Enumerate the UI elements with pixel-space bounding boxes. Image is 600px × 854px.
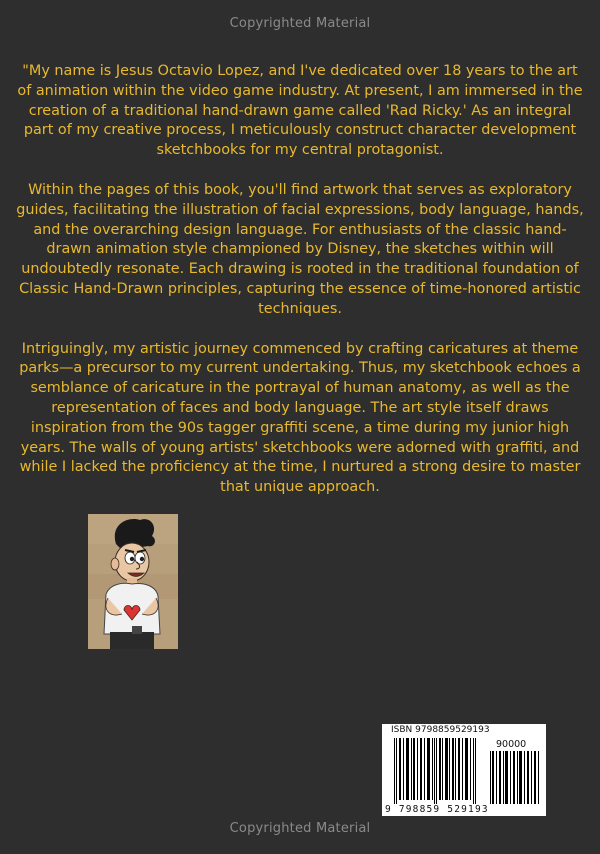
blurb-paragraph-2: Within the pages of this book, you'll find artwork that serves as exploratory guides, facilitating the illustration of facial expressions, body language, hands, and the overarching design language. For enthusiasts of the classic hand-drawn animation style championed by Disney, the sketches within will undoubtedly resonate. Each drawing is rooted in the traditional foundation of Classic Hand-Drawn principles, capturing the essence of time-honored artistic techniques. [16,181,584,317]
rad-ricky-character-illustration [88,514,178,649]
blurb-paragraph-3: Intriguingly, my artistic journey commenced by crafting caricatures at theme parks—a precursor to my current undertaking. Thus, my sketchbook echoes a semblance of caricature in the portrayal of human anatomy, as well as the representation of faces and body language. The art style itself draws inspiration from the 90s tagger graffiti scene, a time during my junior high years. The walls of young artists' sketchbooks were adorned with graffiti, and while I lacked the proficiency at the time, I nurtured a strong desire to master that unique approach. [19,340,581,496]
copyright-watermark-bottom: Copyrighted Material [229,821,371,836]
isbn-label: ISBN 9798859529193 [391,725,490,735]
back-cover-blurb [14,62,586,518]
isbn-barcode [382,724,546,816]
blurb-paragraph-1: "My name is Jesus Octavio Lopez, and I've dedicated over 18 years to the art of animation within the video game industry. At present, I am immersed in the creation of a traditional hand-drawn game called 'Rad Ricky.' As an integral part of my creative process, I meticulously construct character development sketchbooks for my central protagonist. [17,63,583,159]
barcode-bars [382,724,546,816]
price-code: 90000 [496,739,527,750]
ean-digits: 9 798859 529193 [385,804,489,815]
copyright-watermark-top: Copyrighted Material [229,16,371,31]
